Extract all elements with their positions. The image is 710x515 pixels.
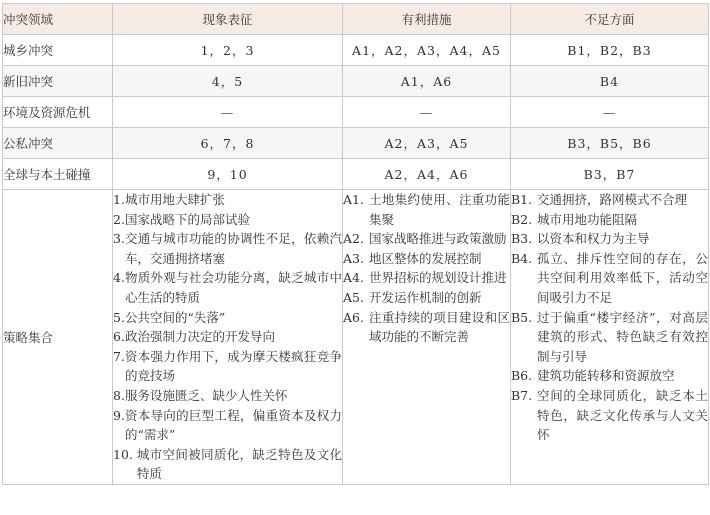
table-row: [3, 159, 709, 190]
list-item-number: B1.: [511, 192, 533, 207]
list-item-text: 以资本和权力为主导: [537, 231, 650, 247]
list-item-text: 资本强力作用下，成为摩天楼疯狂竞争的竞技场: [124, 348, 342, 384]
list-item: [343, 288, 510, 308]
deficiencies-list-cell: [511, 190, 709, 485]
list-item-number: A5.: [343, 289, 364, 305]
list-item-text: 资本导向的巨型工程，偏重资本及权力的“需求”: [124, 407, 342, 443]
list-item-number: B6.: [511, 368, 533, 384]
list-item-text: 交通拥挤，路网模式不合理: [537, 192, 688, 207]
list-item-text: 服务设施匮乏、缺少人性关怀: [124, 387, 288, 403]
strategy-row: [3, 190, 709, 485]
list-item-number: 5.: [113, 309, 125, 325]
row-domain: 新旧冲突: [3, 66, 113, 97]
row-deficiencies: B3，B5，B6: [511, 128, 709, 159]
list-item-number: B3.: [511, 231, 533, 247]
table-row: [3, 128, 709, 159]
row-phenomena: 6，7，8: [113, 128, 343, 159]
list-item-number: A6.: [343, 309, 364, 325]
list-item-number: 2.: [113, 211, 125, 227]
list-item-text: 交通与城市功能的协调性不足，依赖汽车，交通拥挤堵塞: [124, 231, 342, 266]
list-item: [343, 249, 510, 269]
list-item-text: 过于偏重“楼宇经济”，对高层建筑的形式、特色缺乏有效控制与引导: [537, 309, 708, 364]
list-item: [511, 190, 708, 210]
measures-list: [343, 190, 510, 347]
list-item: [113, 268, 342, 307]
row-measures: A2，A3，A5: [343, 128, 511, 159]
phenomena-list-cell: [113, 190, 343, 485]
list-item-number: B2.: [511, 211, 533, 227]
list-item: [343, 308, 510, 347]
list-item-number: B7.: [511, 387, 533, 403]
header-phenomena: 现象表征: [113, 4, 343, 35]
list-item-number: A3.: [343, 250, 364, 266]
list-item-number: 8.: [113, 387, 125, 403]
strategy-label: 策略集合: [3, 190, 113, 485]
list-item-text: 国家战略推进与政策激励: [369, 231, 507, 247]
list-item-text: 注重持续的项目建设和区域功能的不断完善: [369, 309, 510, 345]
list-item-number: B5.: [511, 309, 533, 325]
row-domain: 环境及资源危机: [3, 97, 113, 128]
row-deficiencies: B1，B2，B3: [511, 35, 709, 66]
table-row: [3, 35, 709, 66]
list-item-number: 3.: [113, 231, 125, 247]
list-item: [511, 229, 708, 249]
list-item-number: A1.: [343, 192, 364, 207]
row-measures: A1，A6: [343, 66, 511, 97]
list-item-number: 10.: [113, 446, 137, 462]
row-phenomena: 1，2，3: [113, 35, 343, 66]
row-deficiencies: B3，B7: [511, 159, 709, 190]
row-deficiencies: —: [511, 97, 709, 128]
list-item-text: 孤立、排斥性空间的存在，公共空间利用效率低下，活动空间吸引力不足: [537, 250, 708, 305]
list-item: [113, 229, 342, 268]
list-item-text: 地区整体的发展控制: [369, 250, 482, 266]
list-item: [511, 308, 708, 367]
list-item-text: 土地集约使用、注重功能集聚: [369, 192, 510, 227]
list-item-number: B4.: [511, 250, 533, 266]
header-deficiencies: 不足方面: [511, 4, 709, 35]
list-item-number: 9.: [113, 407, 125, 423]
list-item-text: 建筑功能转移和资源放空: [537, 368, 675, 384]
list-item-text: 物质外观与社会功能分离，缺乏城市中心生活的特质: [124, 270, 342, 305]
conflict-strategy-table: [2, 3, 709, 485]
row-domain: 全球与本土碰撞: [3, 159, 113, 190]
list-item-number: 4.: [113, 270, 125, 286]
list-item: [113, 445, 342, 484]
list-item: [113, 210, 342, 230]
list-item-text: 政治强制力决定的开发导向: [124, 329, 275, 345]
list-item: [343, 229, 510, 249]
list-item: [113, 327, 342, 347]
header-row: [3, 4, 709, 35]
list-item-text: 国家战略下的局部试验: [124, 211, 250, 227]
list-item: [113, 406, 342, 445]
deficiencies-list: [511, 190, 708, 445]
header-domain: 冲突领域: [3, 4, 113, 35]
row-deficiencies: B4: [511, 66, 709, 97]
list-item-text: 城市用地大肆扩张: [124, 192, 225, 207]
list-item: [343, 190, 510, 229]
list-item: [113, 308, 342, 328]
header-measures: 有利措施: [343, 4, 511, 35]
list-item-text: 世界招标的规划设计推进: [369, 270, 507, 286]
list-item-number: 6.: [113, 329, 125, 345]
list-item-number: 7.: [113, 348, 125, 364]
list-item: [113, 190, 342, 210]
list-item-text: 公共空间的“失落”: [124, 309, 226, 325]
list-item-text: 城市空间被同质化，缺乏特色及文化特质: [136, 446, 342, 482]
row-measures: A2，A4，A6: [343, 159, 511, 190]
list-item: [511, 366, 708, 386]
list-item-number: A4.: [343, 270, 364, 286]
list-item-text: 城市用地功能阻隔: [537, 211, 638, 227]
row-measures: A1，A2，A3，A4，A5: [343, 35, 511, 66]
row-measures: —: [343, 97, 511, 128]
list-item: [511, 210, 708, 230]
row-domain: 城乡冲突: [3, 35, 113, 66]
row-domain: 公私冲突: [3, 128, 113, 159]
table-row: [3, 66, 709, 97]
row-phenomena: 9，10: [113, 159, 343, 190]
list-item: [511, 386, 708, 445]
measures-list-cell: [343, 190, 511, 485]
table-row: [3, 97, 709, 128]
list-item: [113, 347, 342, 386]
row-phenomena: 4，5: [113, 66, 343, 97]
row-phenomena: —: [113, 97, 343, 128]
phenomena-list: [113, 190, 342, 484]
list-item-number: 1.: [113, 192, 125, 207]
list-item-text: 开发运作机制的创新: [369, 289, 482, 305]
list-item: [343, 268, 510, 288]
list-item-text: 空间的全球同质化，缺乏本土特色，缺乏文化传承与人文关怀: [537, 387, 708, 443]
list-item-number: A2.: [343, 231, 364, 247]
list-item: [511, 249, 708, 308]
list-item: [113, 386, 342, 406]
